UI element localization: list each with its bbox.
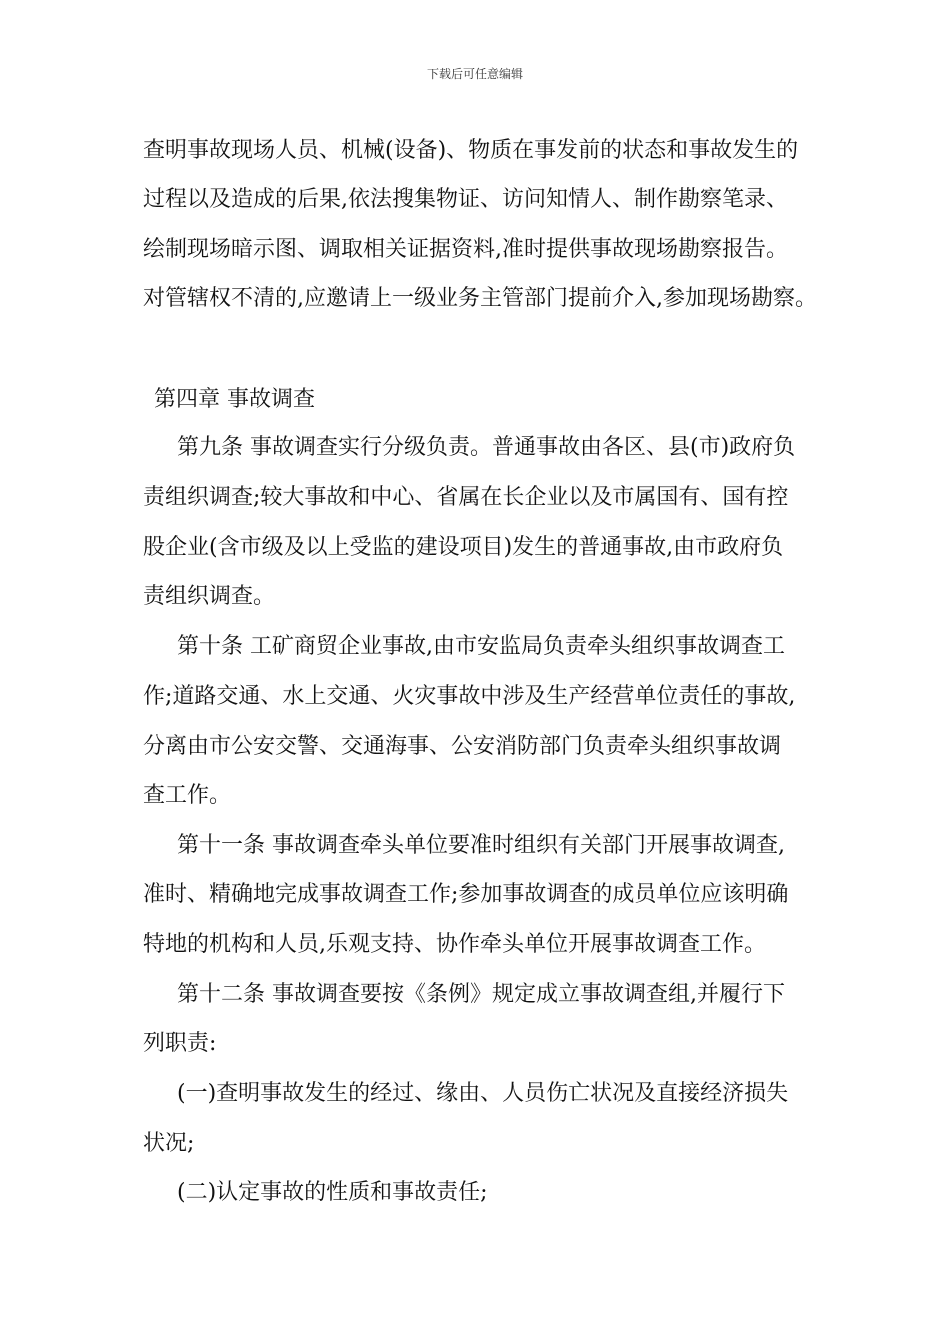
duty-2-line-1: (二)认定事故的性质和事故责任;: [177, 1180, 488, 1205]
article-12-line-2: 列职责:: [143, 1031, 217, 1056]
article-10-line-4: 查工作。: [143, 783, 232, 808]
body-line-3: 绘制现场暗示图、调取相关证据资料,准时提供事故现场勘察报告。: [143, 237, 788, 262]
body-line-1: 查明事故现场人员、机械(设备)、物质在事发前的状态和事故发生的: [143, 138, 799, 163]
article-10-line-1: 第十条 工矿商贸企业事故,由市安监局负责牵头组织事故调查工: [177, 634, 785, 659]
page-header: 下载后可任意编辑: [426, 67, 523, 81]
article-9-line-4: 责组织调查。: [143, 584, 276, 609]
article-10-line-3: 分离由市公安交警、交通海事、公安消防部门负责牵头组织事故调: [143, 734, 782, 759]
article-11-line-2: 准时、精确地完成事故调查工作;参加事故调查的成员单位应该明确: [143, 882, 789, 907]
article-9-line-2: 责组织调查;较大事故和中心、省属在长企业以及市属国有、国有控: [143, 485, 789, 510]
article-9-line-3: 股企业(含市级及以上受监的建设项目)发生的普通事故,由市政府负: [143, 535, 784, 560]
duty-1-line-2: 状况;: [143, 1131, 195, 1156]
article-12-line-1: 第十二条 事故调查要按《条例》规定成立事故调查组,并履行下: [177, 982, 785, 1007]
body-line-2: 过程以及造成的后果,依法搜集物证、访问知情人、制作勘察笔录、: [143, 187, 788, 212]
article-9-line-1: 第九条 事故调查实行分级负责。普通事故由各区、县(市)政府负: [177, 435, 796, 460]
chapter-heading: 第四章 事故调查: [154, 387, 315, 412]
article-11-line-3: 特地的机构和人员,乐观支持、协作牵头单位开展事故调查工作。: [143, 932, 766, 957]
body-line-4: 对管辖权不清的,应邀请上一级业务主管部门提前介入,参加现场勘察。: [143, 286, 817, 311]
article-11-line-1: 第十一条 事故调查牵头单位要准时组织有关部门开展事故调查,: [177, 833, 785, 858]
article-10-line-2: 作;道路交通、水上交通、火灾事故中涉及生产经营单位责任的事故,: [143, 684, 796, 709]
duty-1-line-1: (一)查明事故发生的经过、缘由、人员伤亡状况及直接经济损失: [177, 1081, 789, 1106]
